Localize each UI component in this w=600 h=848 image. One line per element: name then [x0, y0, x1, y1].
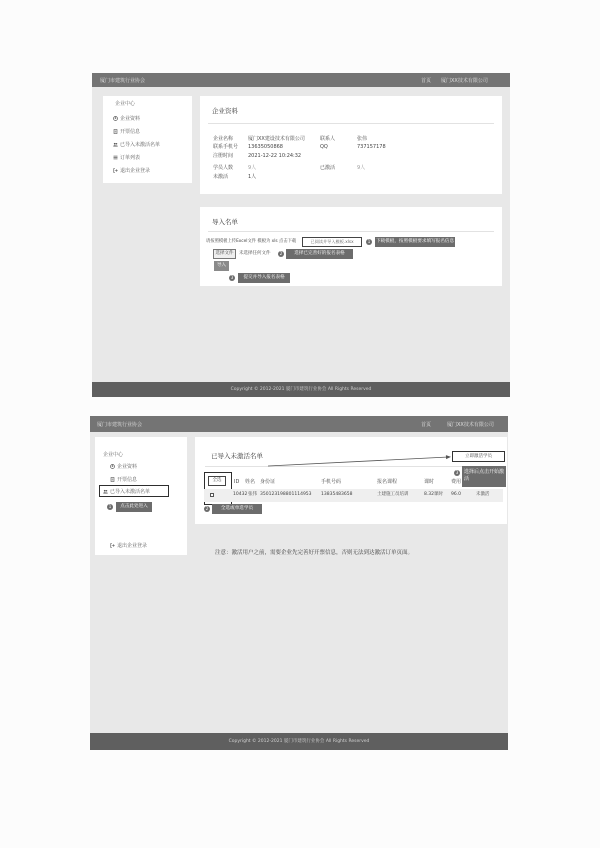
- site-brand[interactable]: 厦门市建筑行业协会: [97, 421, 143, 428]
- callout-download-template: 下载模板，按照模板要求填写报名信息: [375, 237, 455, 247]
- home-link[interactable]: 首页: [421, 77, 432, 84]
- sidebar-item-inactive-roster[interactable]: [113, 140, 160, 148]
- user-circle-icon: [110, 464, 115, 469]
- callout-number: 1: [367, 239, 371, 244]
- import-roster-card: [200, 207, 502, 286]
- callout-number: 2: [205, 506, 209, 511]
- file-status: 未选择任何文件: [239, 251, 271, 256]
- sign-out-icon: [113, 168, 118, 173]
- screenshot-import-roster: [92, 73, 510, 397]
- invoice-icon: [113, 129, 118, 134]
- import-button[interactable]: 导入: [214, 261, 229, 271]
- field-value: 13635050868: [248, 144, 283, 150]
- sidebar-item-company-profile[interactable]: [110, 462, 137, 470]
- cell-course: 土建施工员培训: [377, 492, 409, 497]
- site-brand[interactable]: 厦门市建筑行业协会: [100, 77, 146, 84]
- row-checkbox[interactable]: [210, 493, 214, 497]
- card-title: 已导入未激活名单: [211, 452, 263, 460]
- top-nav-bar: [90, 416, 508, 432]
- sidebar: [95, 437, 187, 555]
- field-value: 9人: [248, 165, 257, 171]
- cell-fee: 96.0: [451, 492, 462, 497]
- callout-choose-file: 选择已完善好的报名表格: [286, 249, 353, 259]
- callout-number: 3: [230, 275, 234, 280]
- sidebar-item-logout[interactable]: [113, 166, 150, 174]
- divider: [208, 231, 494, 232]
- callout-select-students: 全选或单选学员: [212, 504, 262, 514]
- card-title: 导入名单: [212, 218, 238, 226]
- field-label: 学员人数: [213, 165, 234, 171]
- sidebar-item-logout[interactable]: [110, 541, 147, 549]
- sidebar: [103, 96, 192, 183]
- sidebar-item-inactive-roster[interactable]: [103, 487, 150, 495]
- cell-name: 张伟: [248, 492, 257, 497]
- field-label: 联系人: [320, 136, 336, 142]
- field-value: 2021-12-22 10:24:32: [248, 153, 302, 159]
- callout-start-activation: 选择后点击开始激活: [462, 466, 506, 487]
- field-label: 已激活: [320, 165, 336, 171]
- column-header: 费用: [451, 479, 462, 485]
- cell-phone: 13835483658: [321, 492, 353, 497]
- column-header: 课时: [424, 479, 435, 485]
- list-icon: [113, 155, 118, 160]
- sidebar-header: 企业中心: [103, 452, 124, 458]
- sidebar-item-invoice[interactable]: [113, 127, 140, 135]
- column-header: 身份证: [260, 479, 276, 485]
- callout-submit-import: 提交并导入报名表格: [238, 273, 290, 283]
- field-value: 厦门XX建设技术有限公司: [248, 136, 305, 142]
- company-profile-card: [200, 96, 502, 194]
- users-icon: [113, 142, 118, 147]
- field-label: 企业名称: [213, 136, 234, 142]
- sidebar-item-label: 开票信息: [120, 128, 141, 135]
- upload-instruction: 请按照模板上传Excel文件 模板为 xls 点击下载: [206, 239, 297, 244]
- callout-number: 3: [455, 470, 459, 475]
- company-account-link[interactable]: 厦门XX技术有限公司: [447, 421, 494, 428]
- top-nav-bar: [92, 73, 510, 87]
- sidebar-item-invoice[interactable]: [110, 475, 137, 483]
- activate-students-button[interactable]: 立即激活学员: [452, 451, 505, 462]
- field-value: 9人: [357, 165, 366, 171]
- field-label: 联系手机号: [213, 144, 239, 150]
- activation-note: 注意：激活用户之前，需要企业先完善好开票信息，否则无法到达激活订单页面。: [215, 550, 414, 556]
- company-account-link[interactable]: 厦门XX技术有限公司: [441, 77, 488, 84]
- sidebar-item-label: 企业资料: [117, 463, 138, 470]
- footer: Copyright © 2012-2021 厦门市建筑行业协会 All Rights Reserved: [92, 382, 510, 397]
- inactive-roster-card: [195, 437, 507, 524]
- field-value: 1人: [248, 174, 257, 180]
- field-label: 注册时间: [213, 153, 234, 159]
- footer: Copyright © 2012-2021 厦门市建筑行业协会 All Rights Reserved: [90, 733, 508, 750]
- field-label: 未激活: [213, 174, 229, 180]
- divider: [208, 123, 494, 124]
- column-header: ID: [234, 479, 240, 485]
- sidebar-item-orders[interactable]: [113, 153, 140, 161]
- sidebar-item-label: 退出企业登录: [117, 542, 148, 549]
- sidebar-item-label: 已导入未激活名单: [120, 141, 161, 148]
- field-value: 张伟: [357, 136, 368, 142]
- column-header: 姓名: [245, 479, 256, 485]
- sidebar-item-label: 订单列表: [120, 154, 141, 161]
- template-download-link[interactable]: 已阅读并导入模板.xlsx: [302, 237, 362, 247]
- home-link[interactable]: 首页: [421, 421, 432, 428]
- card-title: 企业资料: [212, 107, 238, 115]
- callout-number: 1: [108, 504, 112, 509]
- sidebar-header: 企业中心: [115, 101, 136, 107]
- sign-out-icon: [110, 543, 115, 548]
- sidebar-item-label: 已导入未激活名单: [110, 488, 151, 495]
- sidebar-item-label: 退出企业登录: [120, 167, 151, 174]
- cell-status: 未激活: [476, 492, 490, 497]
- user-circle-icon: [113, 116, 118, 121]
- callout-number: 2: [279, 251, 283, 256]
- users-icon: [103, 489, 108, 494]
- field-value: 737157178: [357, 144, 386, 150]
- invoice-icon: [110, 477, 115, 482]
- choose-file-button[interactable]: 选择文件: [213, 249, 236, 259]
- field-label: QQ: [320, 144, 328, 150]
- screenshot-inactive-roster: [90, 416, 508, 750]
- sidebar-item-company-profile[interactable]: [113, 114, 140, 122]
- cell-id-card: 350123198801114953: [260, 492, 312, 497]
- sidebar-item-label: 企业资料: [120, 115, 141, 122]
- sidebar-item-label: 开票信息: [117, 476, 138, 483]
- column-header: 报名课程: [377, 479, 398, 485]
- cell-id: 10432: [233, 492, 248, 497]
- column-header: 手机号码: [321, 479, 342, 485]
- callout-click-here: 点击此处进入: [116, 502, 152, 512]
- select-all-button[interactable]: 全选: [208, 476, 226, 486]
- cell-hours: 8.32课时: [424, 492, 444, 497]
